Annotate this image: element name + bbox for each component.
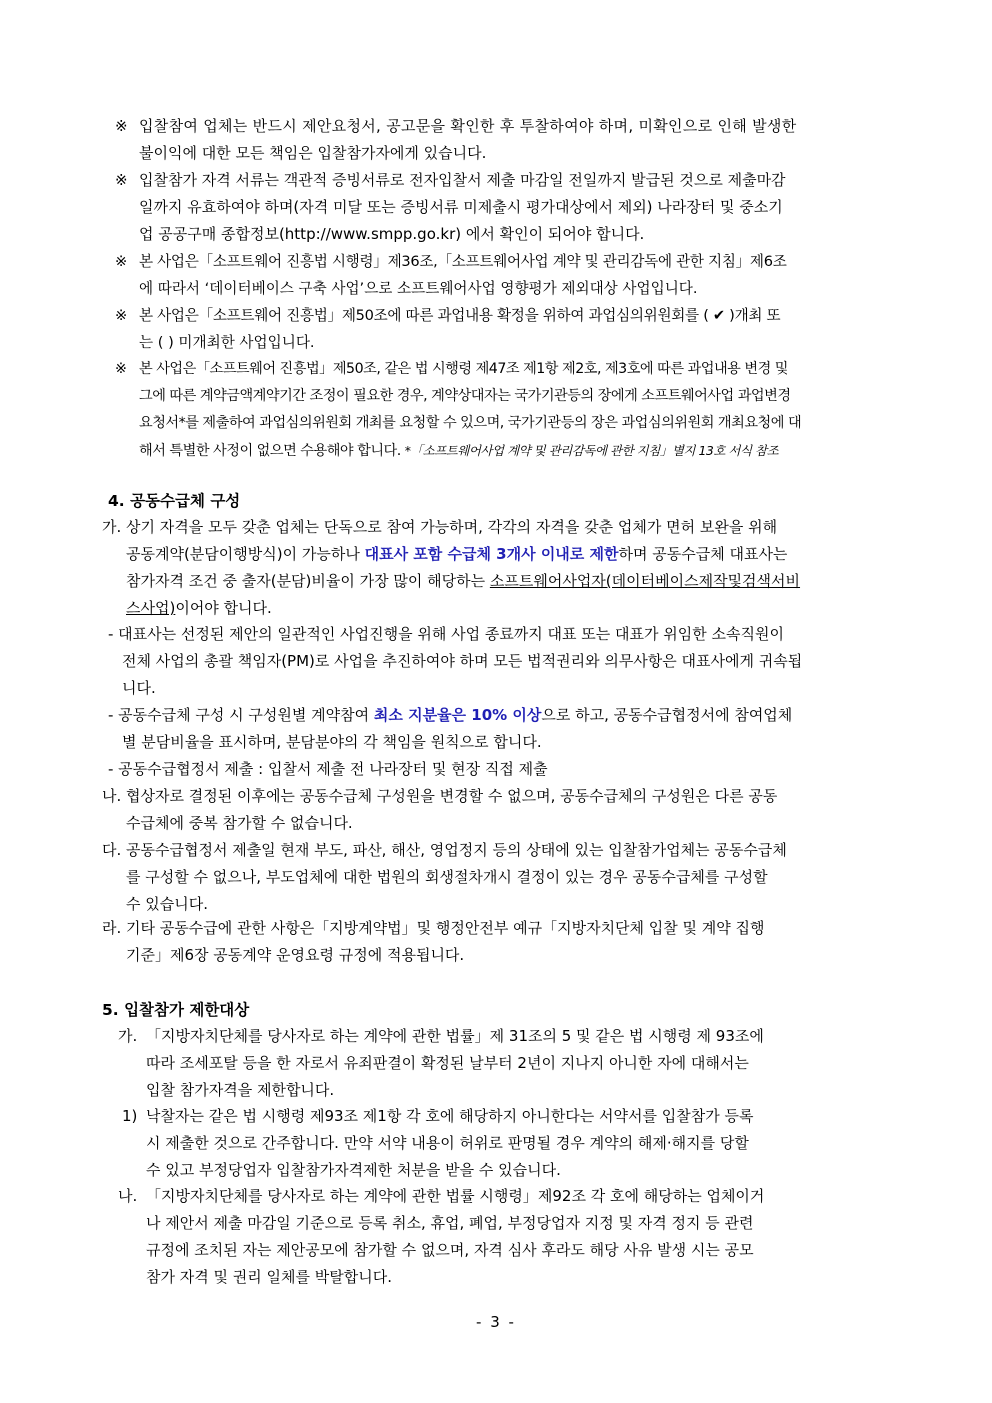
section-4-na (102, 783, 918, 837)
item-line (126, 541, 918, 568)
note-mark: ※ (115, 307, 128, 324)
note-mark: ※ (115, 117, 128, 135)
section-4-dash-3 (108, 756, 894, 783)
section-5-na (118, 1183, 921, 1291)
item-line (126, 568, 918, 595)
section-4-da (102, 837, 918, 918)
item-line: 협상자로 결정된 이후에는 공동수급체 구성원을 변경할 수 없으며, 공동수급체의 구성원은 다른 공동 (126, 787, 778, 805)
item-mark: 가. (102, 518, 122, 536)
note-line: 에 따라서 ‘데이터베이스 구축 사업’으로 소프트웨어사업 영향평가 제외대상 사업입니다. (139, 280, 698, 297)
item-line: 수 있습니다. (126, 895, 208, 913)
item-line: 시 제출한 것으로 간주합니다. 만약 서약 내용이 허위로 판명될 경우 계약의 해제·해지를 당할 (146, 1134, 749, 1152)
highlight-text: 대표사 포함 수급체 3개사 이내로 제한 (364, 545, 619, 563)
highlight-text: 최소 지분율은 10% 이상 (373, 706, 542, 724)
item-line: 나 제안서 제출 마감일 기준으로 등록 취소, 휴업, 폐업, 부정당업자 지정 및 자격 정지 등 관련 (146, 1214, 754, 1232)
note-4 (115, 302, 917, 356)
item-line: - 대표사는 선정된 제안의 일관적인 사업진행을 위해 사업 종료까지 대표 또는 대표가 위임한 소속직원이 (108, 625, 784, 643)
item-line (126, 595, 918, 622)
text: 참가자격 조건 중 출자(분담)비율이 가장 많이 해당하는 (126, 572, 490, 590)
section-4-ga (102, 514, 918, 622)
item-mark: 가. (118, 1027, 138, 1045)
item-mark: 다. (102, 841, 122, 859)
section-5-ga (118, 1023, 921, 1104)
note-footnote: *「소프트웨어사업 계약 및 관리감독에 관한 지침」별지 13호 서식 참조 (404, 443, 779, 458)
item-line: 상기 자격을 모두 갖춘 업체는 단독으로 참여 가능하며, 각각의 자격을 갖춘 업체가 면허 보완을 위해 (126, 518, 778, 536)
note-5 (115, 356, 917, 465)
note-line: 업 공공구매 종합정보(http://www.smpp.go.kr) 에서 확인이 되어야 합니다. (139, 225, 645, 243)
item-line: 따라 조세포탈 등을 한 자로서 유죄판결이 확정된 날부터 2년이 지나지 아니한 자에 대해서는 (146, 1054, 749, 1072)
note-line: 입찰참여 업체는 반드시 제안요청서, 공고문을 확인한 후 투찰하여야 하며, 미확인으로 인해 발생한 (139, 117, 797, 135)
text: 공동계약(분담이행방식)이 가능하나 (126, 545, 365, 563)
item-line: 기준」제6장 공동계약 운영요령 규정에 적용됩니다. (126, 946, 465, 964)
item-line: 기타 공동수급에 관한 사항은「지방계약법」및 행정안전부 예규「지방자치단체 입찰 및 계약 집행 (126, 919, 765, 937)
note-line: 본 사업은「소프트웨어 진흥법 시행령」제36조,「소프트웨어사업 계약 및 관리감독에 관한 지침」제6조 (139, 253, 787, 270)
note-mark: ※ (115, 171, 128, 189)
section-5-title: 5. 입찰참가 제한대상 (102, 1001, 250, 1019)
item-line: 니다. (122, 679, 156, 697)
page-number: - 3 - (476, 1313, 516, 1331)
text: 으로 하고, 공동수급협정서에 참여업체 (541, 706, 793, 724)
item-mark: 1) (122, 1107, 138, 1125)
item-line (108, 702, 908, 729)
item-line: 를 구성할 수 없으나, 부도업체에 대한 법원의 회생절차개시 결정이 있는 경우 공동수급체를 구성할 (126, 868, 768, 886)
note-line: 요청서*를 제출하여 과업심의위원회 개최를 요청할 수 있으며, 국가기관등의 장은 과업심의위원회 개최요청에 대 (139, 415, 802, 431)
item-line: 수 있고 부정당업자 입찰참가자격제한 처분을 받을 수 있습니다. (146, 1161, 561, 1179)
section-4-dash-1 (108, 621, 908, 702)
text: 이어야 합니다. (175, 599, 272, 617)
note-line: 일까지 유효하여야 하며(자격 미달 또는 증빙서류 미제출시 평가대상에서 제외) 나라장터 및 중소기 (139, 198, 783, 216)
note-line: 는 ( ) 미개최한 사업입니다. (139, 334, 315, 351)
underlined-text: 소프트웨어사업자(데이터베이스제작및검색서비 (489, 572, 801, 590)
note-line-text: 해서 특별한 사정이 없으면 수용해야 합니다. (139, 443, 401, 459)
section-4-dash-2 (108, 702, 908, 756)
item-line: 「지방자치단체를 당사자로 하는 계약에 관한 법률 시행령」제92조 각 호에 해당하는 업체이거 (146, 1187, 765, 1205)
note-line (139, 437, 917, 465)
note-1 (115, 113, 917, 167)
item-line: - 공동수급협정서 제출 : 입찰서 제출 전 나라장터 및 현장 직접 제출 (108, 760, 548, 778)
item-line: 입찰 참가자격을 제한합니다. (146, 1081, 335, 1099)
item-line: 「지방자치단체를 당사자로 하는 계약에 관한 법률」제 31조의 5 및 같은 법 시행령 제 93조에 (146, 1027, 764, 1045)
item-line: 별 분담비율을 표시하며, 분담분야의 각 책임을 원칙으로 합니다. (122, 733, 542, 751)
item-line: 낙찰자는 같은 법 시행령 제93조 제1항 각 호에 해당하지 아니한다는 서약서를 입찰참가 등록 (146, 1107, 754, 1125)
item-line: 전체 사업의 총괄 책임자(PM)로 사업을 추진하여야 하며 모든 법적권리와 의무사항은 대표사에게 귀속됩 (122, 652, 803, 670)
section-4-ra (102, 915, 918, 969)
note-mark: ※ (115, 361, 127, 377)
note-line: 본 사업은「소프트웨어 진흥법」제50조에 따른 과업내용 확정을 위하여 과업심의위원회를 ( ✔ )개최 또 (139, 307, 781, 324)
section-5-one (122, 1103, 917, 1184)
note-line: 불이익에 대한 모든 책임은 입찰참가자에게 있습니다. (139, 144, 487, 162)
item-line: 공동수급협정서 제출일 현재 부도, 파산, 해산, 영업정지 등의 상태에 있는 입찰참가업체는 공동수급체 (126, 841, 787, 859)
item-line: 수급체에 중복 참가할 수 없습니다. (126, 814, 353, 832)
note-mark: ※ (115, 253, 128, 270)
text: - 공동수급체 구성 시 구성원별 계약참여 (108, 706, 374, 724)
item-line: 참가 자격 및 권리 일체를 박탈합니다. (146, 1268, 392, 1286)
underlined-text: 스사업) (126, 599, 176, 617)
item-line: 규정에 조치된 자는 제안공모에 참가할 수 없으며, 자격 심사 후라도 해당 사유 발생 시는 공모 (146, 1241, 754, 1259)
note-line: 그에 따른 계약금액계약기간 조정이 필요한 경우, 계약상대자는 국가기관등의 장에게 소프트웨어사업 과업변경 (139, 388, 791, 404)
item-mark: 라. (102, 919, 122, 937)
note-2 (115, 167, 917, 248)
section-4-title: 4. 공동수급체 구성 (108, 492, 241, 510)
text: 하며 공동수급체 대표사는 (618, 545, 788, 563)
note-line: 입찰참가 자격 서류는 객관적 증빙서류로 전자입찰서 제출 마감일 전일까지 발급된 것으로 제출마감 (139, 171, 786, 189)
item-mark: 나. (102, 787, 122, 805)
note-3 (115, 248, 917, 302)
note-line: 본 사업은「소프트웨어 진흥법」제50조, 같은 법 시행령 제47조 제1항 제2호, 제3호에 따른 과업내용 변경 및 (139, 361, 789, 377)
item-mark: 나. (118, 1187, 138, 1205)
